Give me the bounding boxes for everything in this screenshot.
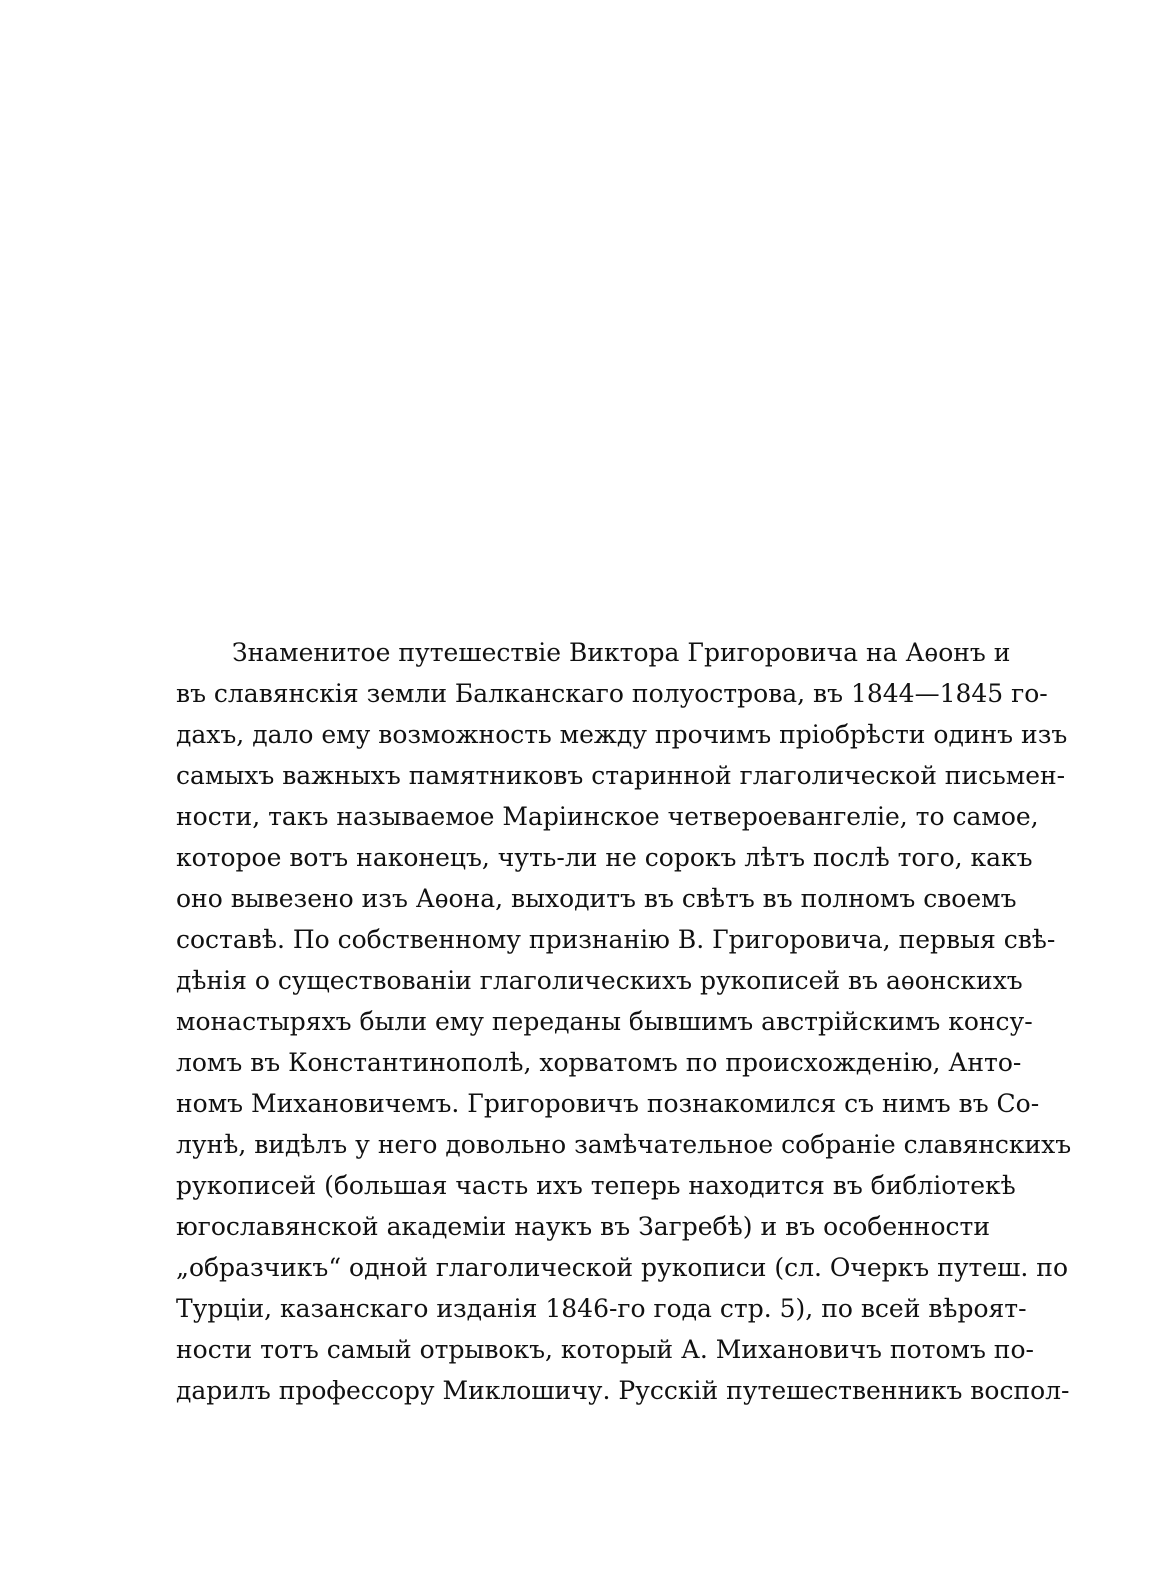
text-line: ности тотъ самый отрывокъ, который А. Михановичъ потомъ по- bbox=[176, 1335, 1034, 1364]
text-line: ности, такъ называемое Маріинское четвероевангеліе, то самое, bbox=[176, 802, 1039, 831]
text-line: югославянской академіи наукъ въ Загребѣ) и въ особенности bbox=[176, 1212, 990, 1241]
text-line: Знаменитое путешествіе Виктора Григоровича на Аѳонъ и bbox=[232, 638, 1011, 667]
text-line: составѣ. По собственному признанію В. Григоровича, первыя свѣ- bbox=[176, 925, 1056, 954]
text-line: ломъ въ Константинополѣ, хорватомъ по происхожденію, Анто- bbox=[176, 1048, 1022, 1077]
text-line: въ славянскія земли Балканскаго полуострова, въ 1844—1845 го- bbox=[176, 679, 1048, 708]
text-line: дахъ, дало ему возможность между прочимъ пріобрѣсти одинъ изъ bbox=[176, 720, 1068, 749]
text-line: „образчикъ“ одной глаголической рукописи (сл. Очеркъ путеш. по bbox=[176, 1253, 1069, 1282]
text-line: оно вывезено изъ Аѳона, выходитъ въ свѣтъ въ полномъ своемъ bbox=[176, 884, 1017, 913]
text-line: самыхъ важныхъ памятниковъ старинной глаголической письмен- bbox=[176, 761, 1066, 790]
text-line: дѣнія о существованіи глаголическихъ рукописей въ аѳонскихъ bbox=[176, 966, 1023, 995]
text-line: Турціи, казанскаго изданія 1846-го года стр. 5), по всей вѣроят- bbox=[176, 1294, 1027, 1323]
body-paragraph bbox=[176, 632, 1072, 1411]
text-line: монастыряхъ были ему переданы бывшимъ австрійскимъ консу- bbox=[176, 1007, 1033, 1036]
text-line: рукописей (большая часть ихъ теперь находится въ библіотекѣ bbox=[176, 1171, 1016, 1200]
text-line: номъ Михановичемъ. Григоровичъ познакомился съ нимъ въ Со- bbox=[176, 1089, 1040, 1118]
text-line: которое вотъ наконецъ, чуть-ли не сорокъ лѣтъ послѣ того, какъ bbox=[176, 843, 1033, 872]
text-line: дарилъ профессору Миклошичу. Русскій путешественникъ воспол- bbox=[176, 1376, 1070, 1405]
text-line: лунѣ, видѣлъ у него довольно замѣчательное собраніе славянскихъ bbox=[176, 1130, 1072, 1159]
